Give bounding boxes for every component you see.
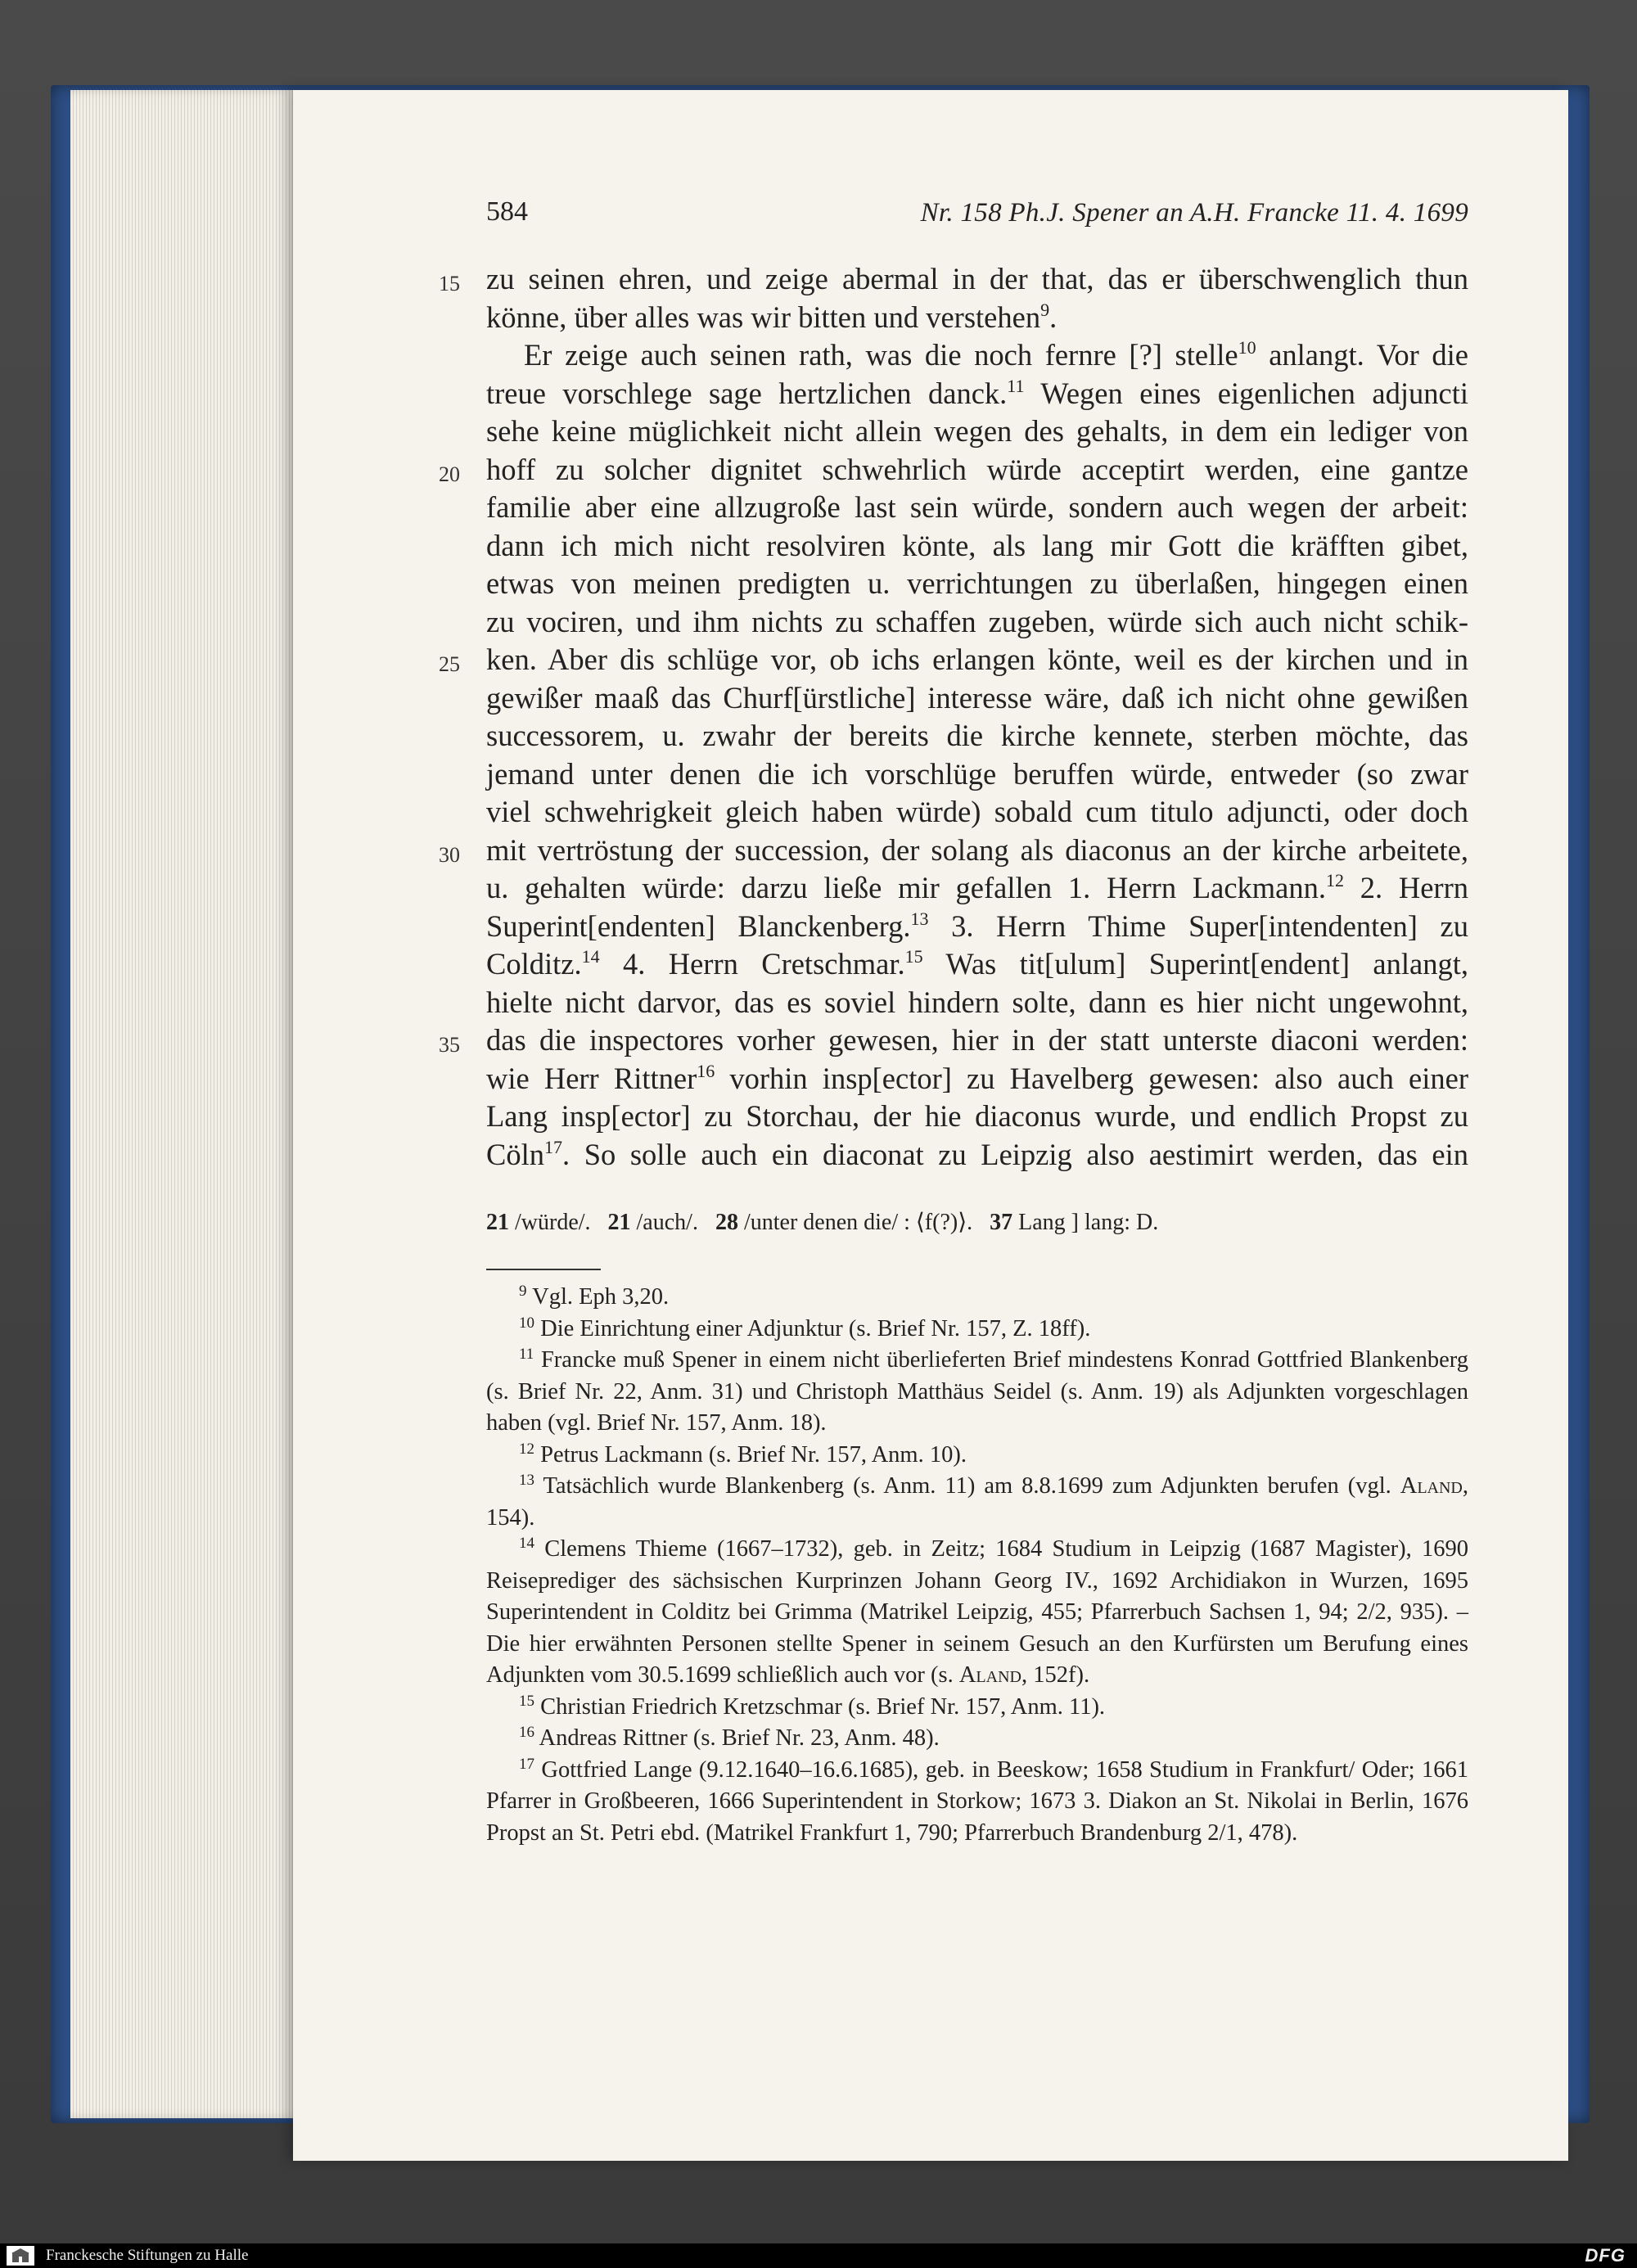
line-text: das die inspectores vorher gewesen, hier in der statt unterste diaconi werden: — [486, 1023, 1468, 1057]
line-text: zu vociren, und ihm nichts zu schaffen zugeben, würde sich auch nicht schik- — [486, 604, 1468, 638]
text-line — [486, 869, 1468, 908]
text-line — [486, 375, 1468, 413]
text-line — [486, 489, 1468, 527]
line-text: Cöln$^{17}$. So solle auch ein diaconat zu Leipzig also aestimirt werden, das ein — [486, 1136, 1468, 1171]
text-line — [486, 527, 1468, 566]
line-text: treue vorschlege sage hertzlichen danck.$^{11}$ Wegen eines eigenlichen adjuncti — [486, 375, 1468, 410]
text-line — [486, 565, 1468, 603]
footer-institution: Franckesche Stiftungen zu Halle — [46, 2247, 249, 2264]
letter-text — [439, 260, 1468, 1174]
footnote: $^{16}$ Andreas Rittner (s. Brief Nr. 23, Anm. 48). — [519, 1724, 940, 1751]
page-content — [439, 196, 1468, 1849]
line-text: hoff zu solcher dignitet schwehrlich würde acceptirt werden, eine gantze — [486, 452, 1468, 486]
line-number: 15 — [439, 272, 460, 295]
line-text: mit vertröstung der succession, der solang als diaconus an der kirche arbeitete, — [486, 832, 1468, 867]
footnote: $^{14}$ Clemens Thieme (1667–1732), geb. in Zeitz; 1684 Studium in Leipzig (1687 Magister), 1690 Reiseprediger des sächsischen Kurprinzen Johann Georg IV., 1692 Archidiakon in Wurzen, 1695 Superintendent in Colditz bei Grimma (Matrikel Leipzig, 455; Pfarrerbuch Sachsen 1, 94; 2/2, 935). – Die hier erwähnten Personen stellte Spener in seinem Gesuch an den Kurfürsten um Berufung eines Adjunkten vom 30.5.1699 schließlich auch vor (s. Aland, 152f). — [486, 1535, 1468, 1688]
line-text: Lang insp[ector] zu Storchau, der hie diaconus wurde, und endlich Propst zu — [486, 1099, 1468, 1133]
footnote: $^{17}$ Gottfried Lange (9.12.1640–16.6.1685), geb. in Beeskow; 1658 Studium in Frankfurt/ Oder; 1661 Pfarrer in Großbeeren, 1666 Superintendent in Storkow; 1673 3. Diakon an St. Nikolai in Berlin, 1676 Propst an St. Petri ebd. (Matrikel Frankfurt 1, 790; Pfarrerbuch Brandenburg 2/1, 478). — [486, 1755, 1468, 1846]
line-number: 30 — [439, 842, 460, 867]
line-text: Colditz.$^{14}$ 4. Herrn Cretschmar.$^{15}$ Was tit[ulum] Superint[endent] anlangt, — [486, 946, 1468, 981]
text-line — [486, 336, 1468, 375]
line-text: u. gehalten würde: darzu ließe mir gefallen 1. Herrn Lackmann.$^{12}$ 2. Herrn — [486, 870, 1468, 904]
footnote: $^9$ Vgl. Eph 3,20. — [519, 1283, 670, 1310]
footnote: $^{10}$ Die Einrichtung einer Adjunktur (s. Brief Nr. 157, Z. 18ff). — [519, 1314, 1091, 1341]
critical-apparatus: 21 /würde/. 21 /auch/. 28 /unter denen die/ : ⟨f(?)⟩. 37 Lang ] lang: D. — [486, 1210, 1159, 1235]
line-text: familie aber eine allzugroße last sein würde, sondern auch wegen der arbeit: — [486, 490, 1468, 524]
line-text: gewißer maaß das Churf[ürstliche] interesse wäre, daß ich nicht ohne gewißen — [486, 680, 1468, 715]
page-number: 584 — [486, 196, 528, 227]
text-line — [486, 755, 1468, 794]
text-line — [486, 299, 1468, 337]
line-text: Er zeige auch seinen rath, was die noch fernre [?] stelle$^{10}$ anlangt. Vor die — [524, 337, 1468, 372]
footnote: $^{11}$ Francke muß Spener in einem nicht überlieferten Brief mindestens Konrad Gottfried Blankenberg (s. Brief Nr. 22, Anm. 31) und Christoph Matthäus Seidel (s. Anm. 19) als Adjunkten vorgeschlagen haben (vgl. Brief Nr. 157, Anm. 18). — [486, 1346, 1468, 1436]
text-line — [439, 1021, 1468, 1060]
line-text: etwas von meinen predigten u. verrichtungen zu überlaßen, hingegen einen — [486, 566, 1468, 600]
footnote: $^{15}$ Christian Friedrich Kretzschmar (s. Brief Nr. 157, Anm. 11). — [519, 1692, 1106, 1720]
text-line — [439, 641, 1468, 679]
text-line — [486, 984, 1468, 1022]
text-line — [486, 413, 1468, 451]
footnote: $^{12}$ Petrus Lackmann (s. Brief Nr. 157, Anm. 10). — [519, 1440, 967, 1468]
line-text: zu seinen ehren, und zeige abermal in der that, das er überschwenglich thun — [486, 262, 1468, 295]
text-line — [439, 451, 1468, 489]
text-line — [439, 260, 1468, 299]
text-line — [486, 679, 1468, 718]
footnote: $^{13}$ Tatsächlich wurde Blankenberg (s. Anm. 11) am 8.8.1699 zum Adjunkten berufen (vgl. Aland, 154). — [486, 1472, 1468, 1531]
line-text: successorem, u. zwahr der bereits die kirche kennete, sterben möchte, das — [486, 719, 1468, 752]
line-text: jemand unter denen die ich vorschlüge beruffen würde, entweder (so zwar — [486, 756, 1468, 791]
line-text: ken. Aber dis schlüge vor, ob ichs erlangen könte, weil es der kirchen und in — [486, 643, 1468, 676]
text-line — [486, 717, 1468, 755]
line-text: viel schwehrigkeit gleich haben würde) sobald cum titulo adjuncti, oder doch — [486, 795, 1468, 828]
footer-bar — [0, 2243, 1637, 2268]
line-text: wie Herr Rittner$^{16}$ vorhin insp[ector] zu Havelberg gewesen: also auch einer — [486, 1060, 1468, 1095]
line-text: könne, über alles was wir bitten und verstehen$^9$. — [486, 299, 1058, 334]
line-number: 20 — [439, 462, 460, 486]
line-text: Superint[endenten] Blanckenberg.$^{13}$ 3. Herrn Thime Super[intendenten] zu — [486, 908, 1468, 943]
line-text: hielte nicht darvor, das es soviel hindern solte, dann es hier nicht ungewohnt, — [486, 985, 1468, 1019]
text-line — [486, 603, 1468, 642]
line-number: 35 — [439, 1033, 460, 1057]
text-line — [486, 908, 1468, 946]
running-head — [486, 196, 1468, 246]
page-edges — [70, 90, 308, 2118]
line-text: dann ich mich nicht resolviren könte, als lang mir Gott die kräfften gibet, — [486, 528, 1468, 562]
text-line — [439, 832, 1468, 870]
franckesche-stiftungen-logo-icon — [7, 2246, 34, 2266]
dfg-logo: DFG — [1585, 2245, 1626, 2266]
footnotes — [486, 1282, 1468, 1849]
text-line — [486, 793, 1468, 832]
line-text: sehe keine müglichkeit nicht allein wegen des gehalts, in dem ein lediger von — [486, 414, 1468, 448]
line-number: 25 — [439, 652, 460, 676]
text-line — [486, 1098, 1468, 1136]
text-line — [486, 945, 1468, 984]
book-page — [293, 90, 1568, 2161]
text-line — [486, 1136, 1468, 1175]
footnote-rule — [486, 1269, 601, 1270]
running-title: Nr. 158 Ph.J. Spener an A.H. Francke 11. 4. 1699 — [920, 198, 1468, 228]
text-line — [486, 1060, 1468, 1098]
